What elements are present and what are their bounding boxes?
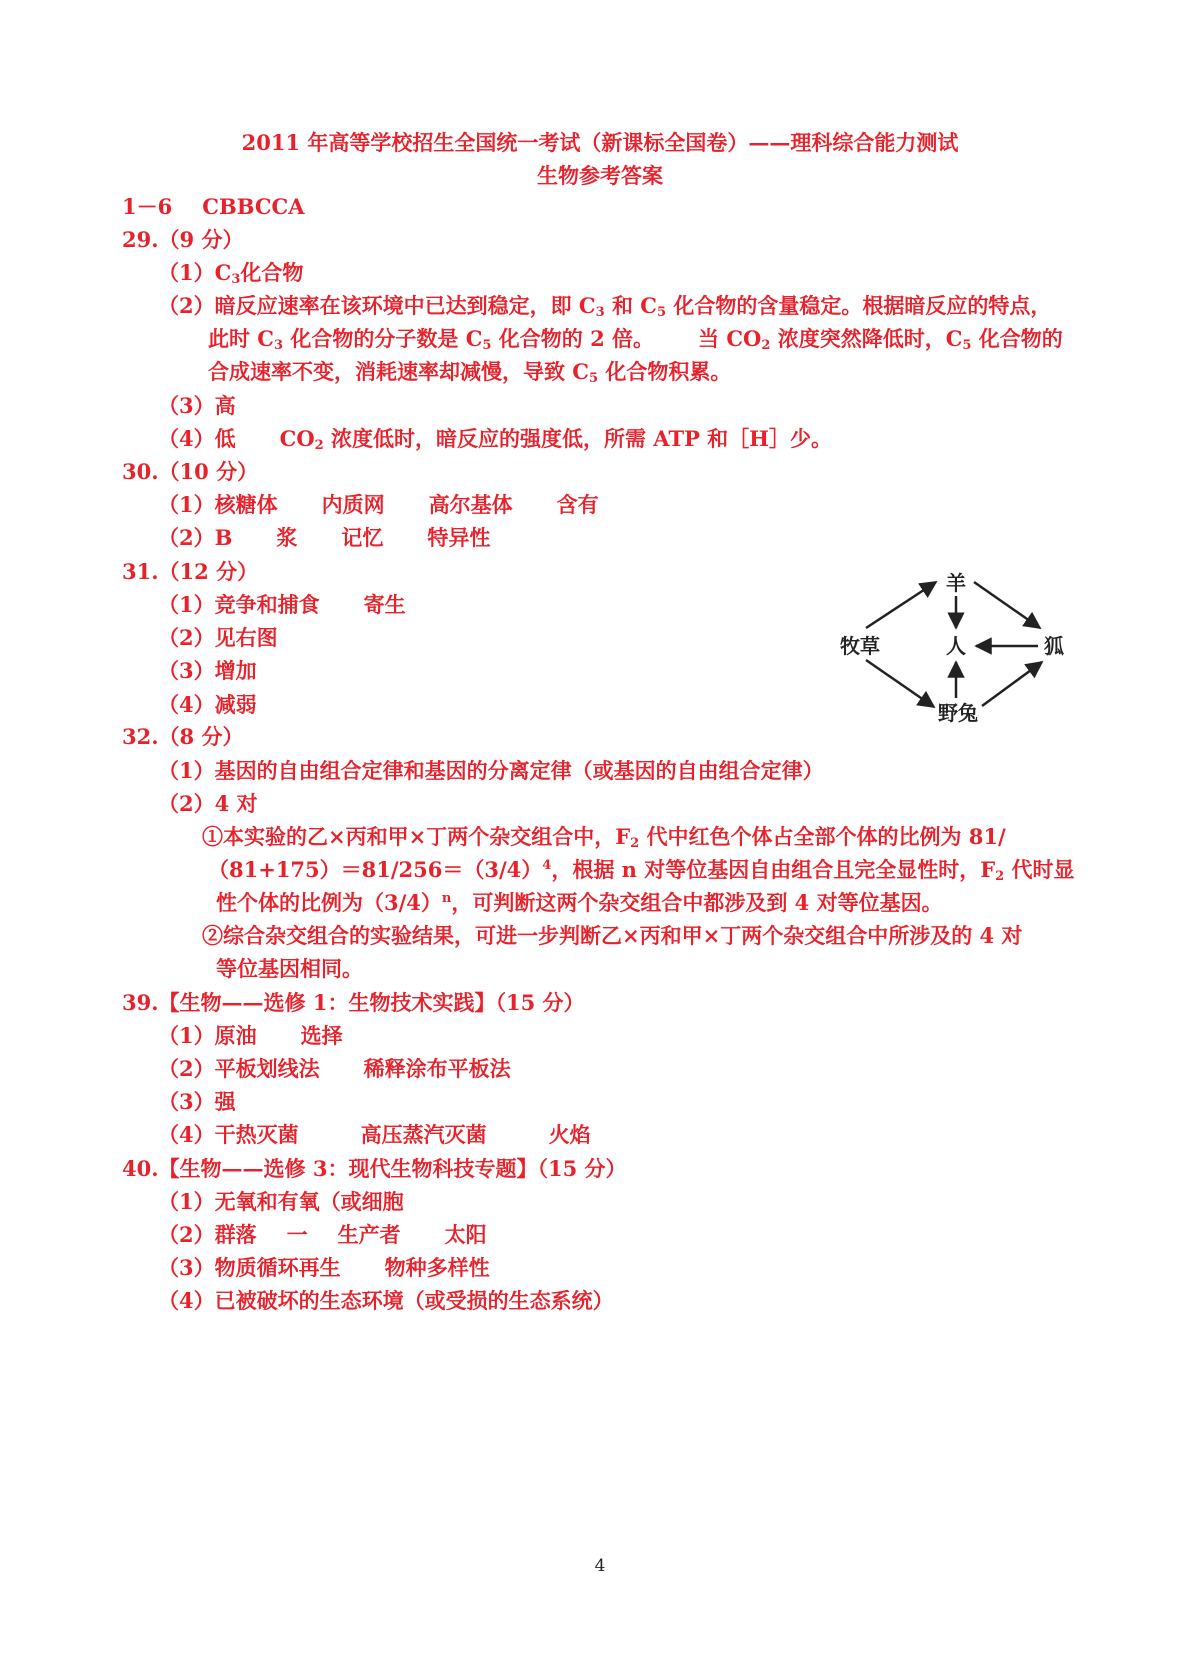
- q29-answer-1: $(1)C_3$化合物: [158, 260, 304, 287]
- q29-answer-3: （3）高: [158, 393, 236, 418]
- node-grass: 牧草: [840, 634, 880, 658]
- q29-answer-2-line1: （2）暗反应速率在该环境中已达到稳定，即 $C_3$ 和 $C_5$ 化合物的含量稳定。根据暗反应的特点，: [158, 293, 1052, 320]
- document-subtitle: 生物参考答案: [537, 163, 663, 188]
- q32-reason-1-line2: $(81+175)=81/256=(3/4)^4$，根据 n 对等位基因自由组合且完全显性时，$F_2$ 代时显: [208, 857, 1075, 884]
- q32-reason-2-line1: ②综合杂交组合的实验结果，可进一步判断乙×丙和甲×丁两个杂交组合中所涉及的 4 对: [202, 923, 1023, 948]
- node-sheep: 羊: [946, 571, 966, 595]
- q29-answer-2-line3: 合成速率不变，消耗速率却减慢，导致 $C_5$ 化合物积累。: [208, 359, 732, 386]
- food-web-diagram: [832, 570, 1072, 750]
- question-29-header: 29.（9 分）: [122, 227, 244, 252]
- q32-answer-2: （2）4 对: [158, 791, 258, 816]
- q31-answer-1: （1）竞争和捕食 寄生: [158, 592, 406, 617]
- q39-answer-4: （4）干热灭菌 高压蒸汽灭菌 火焰: [158, 1122, 591, 1147]
- q31-answer-2: （2）见右图: [158, 625, 278, 650]
- answer-1-6: [122, 192, 305, 222]
- question-40-header: 40.【生物——选修 3：现代生物科技专题】（15 分）: [122, 1156, 627, 1181]
- q40-answer-2: （2）群落 一 生产者 太阳: [158, 1222, 487, 1247]
- node-human: 人: [946, 634, 966, 658]
- q30-answer-1: （1）核糖体 内质网 高尔基体 含有: [158, 492, 599, 517]
- edge-hare-fox: [982, 662, 1042, 706]
- node-hare: 野兔: [938, 701, 978, 725]
- choice-answers: CBBCCA: [202, 194, 305, 219]
- q32-reason-1-line3: 性个体的比例为$(3/4)^n$，可判断这两个杂交组合中都涉及到 4 对等位基因。: [216, 890, 943, 915]
- q32-reason-1-line1: ①本实验的乙×丙和甲×丁两个杂交组合中，$F_2$ 代中红色个体占全部个体的比例为 81/: [202, 824, 1006, 851]
- q30-answer-2: （2）B 浆 记忆 特异性: [158, 525, 491, 550]
- question-30-header: 30.（10 分）: [122, 459, 259, 484]
- edge-grass-hare: [866, 660, 934, 707]
- question-39-header: 39.【生物——选修 1：生物技术实践】（15 分）: [122, 990, 585, 1015]
- edge-grass-sheep: [866, 582, 936, 628]
- node-fox: 狐: [1044, 634, 1064, 658]
- q40-answer-3: （3）物质循环再生 物种多样性: [158, 1255, 490, 1280]
- q31-answer-4: （4）减弱: [158, 692, 257, 717]
- question-32-header: 32.（8 分）: [122, 724, 244, 749]
- document-title: 2011 年高等学校招生全国统一考试（新课标全国卷）——理科综合能力测试: [241, 130, 959, 155]
- q29-answer-4: （4）低 $CO_2$ 浓度低时，暗反应的强度低，所需 ATP 和［H］少。: [158, 426, 833, 453]
- q29-answer-2-line2: 此时 $C_3$ 化合物的分子数是 $C_5$ 化合物的 2 倍。 当 $CO_2$ 浓度突然降低时，$C_5$ 化合物的: [208, 326, 1063, 353]
- question-31-header: 31.（12 分）: [122, 559, 259, 584]
- q39-answer-2: （2）平板划线法 稀释涂布平板法: [158, 1056, 511, 1081]
- q39-answer-1: （1）原油 选择: [158, 1023, 343, 1048]
- q31-answer-3: （3）增加: [158, 658, 257, 683]
- q40-answer-4: （4）已被破坏的生态环境（或受损的生态系统）: [158, 1288, 614, 1313]
- page-number: 4: [594, 1556, 606, 1576]
- edge-sheep-fox: [974, 582, 1040, 628]
- question-range: 1－6: [122, 194, 173, 219]
- q40-answer-1: （1）无氧和有氧（或细胞: [158, 1189, 404, 1214]
- q32-reason-2-line2: 等位基因相同。: [216, 956, 363, 981]
- q32-answer-1: （1）基因的自由组合定律和基因的分离定律（或基因的自由组合定律）: [158, 758, 824, 783]
- q39-answer-3: （3）强: [158, 1089, 236, 1114]
